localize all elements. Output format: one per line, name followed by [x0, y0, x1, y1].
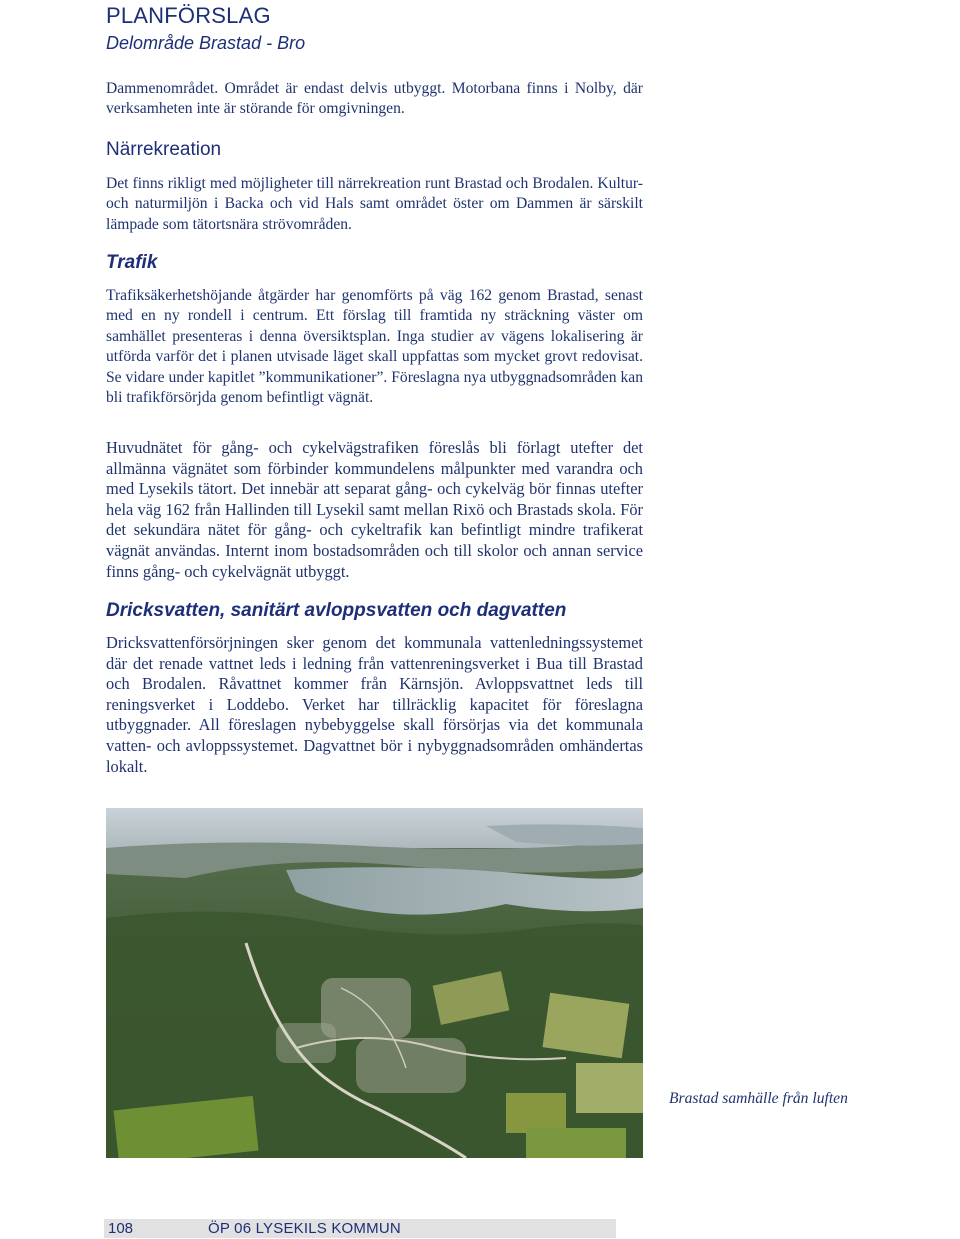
aerial-photo	[106, 808, 643, 1158]
narrekreation-paragraph	[106, 174, 643, 235]
heading-vatten: Dricksvatten, sanitärt avloppsvatten och dagvatten	[106, 600, 567, 621]
trafik-paragraph-1	[106, 286, 643, 408]
intro-text: Dammenområdet. Området är endast delvis utbyggt. Motorbana finns i Nolby, där verksamheten inte är störande för omgivningen.	[106, 80, 643, 118]
vatten-text: Dricksvattenförsörjningen sker genom det kommunala vattenledningssystemet där det renade vattnet leds i ledning från vattenreningsverket i Bua till Brastad och Brodalen. Råvattnet kommer från Kärnsjön. Avloppsvattnet leds till reningsverket i Loddebo. Verket har tillräcklig kapacitet för föreslagna utbyggnader. All föreslagen nybebyggelse skall försörjas via det kommunala vatten- och avloppssystemet. Dagvattnet bör i nybyggnadsområden omhändertas lokalt.	[106, 633, 643, 776]
trafik-text-2: Huvudnätet för gång- och cykelvägstrafiken föreslås bli förlagt utefter det allmänna vägnätet som förbinder kommundelens målpunkter med varandra och med Lysekils tätort. Det innebär att separat gång- och cykelväg bör finnas utefter hela väg 162 från Hallinden till Lysekil samt mellan Rixö och Brastads skola. För det sekundära nätet för gång- och cykeltrafik kan befintligt mindre trafikerat vägnät användas. Internt inom bostadsområden och till skolor och annan service finns gång- och cykelvägnät utbyggt.	[106, 438, 643, 581]
photo-caption: Brastad samhälle från luften	[669, 1090, 848, 1107]
intro-paragraph	[106, 79, 643, 120]
aerial-photo-illustration	[106, 808, 643, 1158]
heading-trafik: Trafik	[106, 252, 158, 273]
page-header-title: PLANFÖRSLAG	[106, 3, 271, 28]
heading-narrekreation: Närrekreation	[106, 139, 222, 160]
narrekreation-text: Det finns rikligt med möjligheter till närrekreation runt Brastad och Brodalen. Kultur- och naturmiljön i Backa och vid Hals samt området öster om Dammen är särskilt lämpade som tätortsnära strövområden.	[106, 175, 643, 233]
trafik-text-1: Trafiksäkerhetshöjande åtgärder har genomförts på väg 162 genom Brastad, senast med en ny rondell i centrum. Ett förslag till framtida ny sträckning väster om samhället presenteras i denna översiktsplan. Inga studier av vägens lokalisering är utförda varför det i planen utvisade läget skall uppfattas som mycket grovt redovisat. Se vidare under kapitlet ”kommunikationer”. Föreslagna nya utbyggnadsområden kan bli trafikförsörjda genom befintligt vägnät.	[106, 287, 643, 407]
trafik-paragraph-2	[106, 438, 643, 582]
page-header-subtitle: Delområde Brastad - Bro	[106, 33, 306, 53]
footer-label: ÖP 06 LYSEKILS KOMMUN	[208, 1220, 401, 1237]
vatten-paragraph	[106, 633, 643, 777]
page-number: 108	[108, 1220, 134, 1237]
